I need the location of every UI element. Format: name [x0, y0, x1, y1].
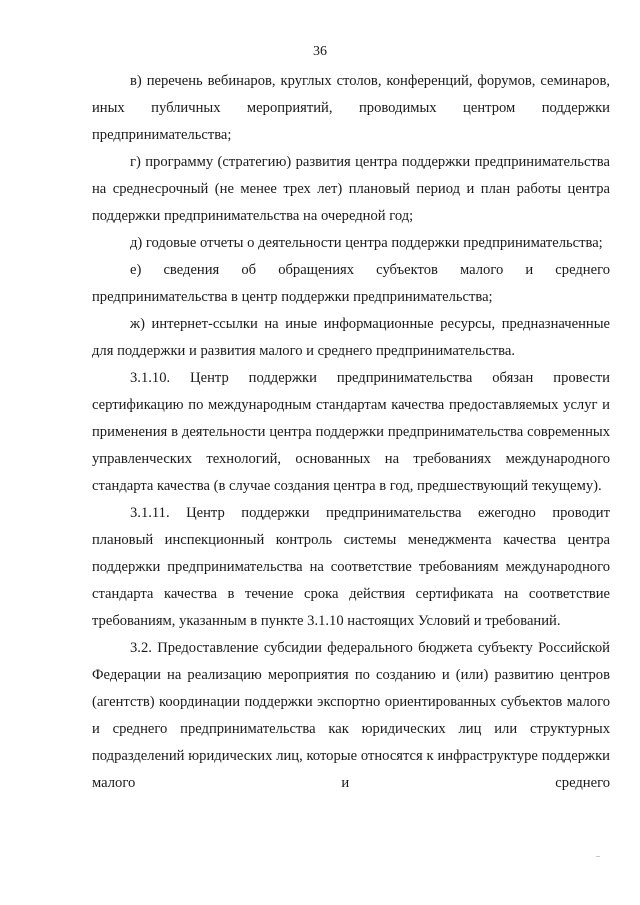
- paragraph-section-3-1-10: 3.1.10. Центр поддержки предпринимательства обязан провести сертификацию по международным стандартам качества предоставляемых услуг и применения в деятельности центра поддержки предпринимательства современных управленческих технологий, основанных на требованиях международного стандарта качества (в случае создания центра в год, предшествующий текущему).: [92, 370, 610, 494]
- paragraph-section-3-1-11: 3.1.11. Центр поддержки предпринимательства ежегодно проводит плановый инспекционный контроль системы менеджмента качества центра поддержки предпринимательства на соответствие требованиям международного стандарта качества в течение срока действия сертификата на соответствие требованиям, указанным в пункте 3.1.10 настоящих Условий и требований.: [92, 505, 610, 629]
- paragraph-item-e: е) сведения об обращениях субъектов малого и среднего предпринимательства в центр поддержки предпринимательства;: [92, 262, 610, 305]
- paragraph-item-zh: ж) интернет-ссылки на иные информационные ресурсы, предназначенные для поддержки и развития малого и среднего предпринимательства.: [92, 316, 610, 359]
- scan-mark: [596, 856, 600, 857]
- paragraph-item-g: г) программу (стратегию) развития центра поддержки предпринимательства на среднесрочный (не менее трех лет) плановый период и план работы центра поддержки предпринимательства на очередной год;: [92, 154, 610, 224]
- paragraph-item-v: в) перечень вебинаров, круглых столов, конференций, форумов, семинаров, иных публичных мероприятий, проводимых центром поддержки предпринимательства;: [92, 73, 610, 143]
- paragraph-section-3-2: 3.2. Предоставление субсидии федерального бюджета субъекту Российской Федерации на реализацию мероприятия по созданию и (или) развитию центров (агентств) координации поддержки экспортно ориентированных субъектов малого и среднего предпринимательства как юридических лиц или структурных подразделений юридических лиц, которые относятся к инфраструктуре поддержки малого и среднего: [92, 640, 610, 791]
- page-number: 36: [313, 44, 327, 59]
- paragraph-item-d: д) годовые отчеты о деятельности центра поддержки предпринимательства;: [130, 235, 603, 251]
- document-body: [92, 68, 610, 797]
